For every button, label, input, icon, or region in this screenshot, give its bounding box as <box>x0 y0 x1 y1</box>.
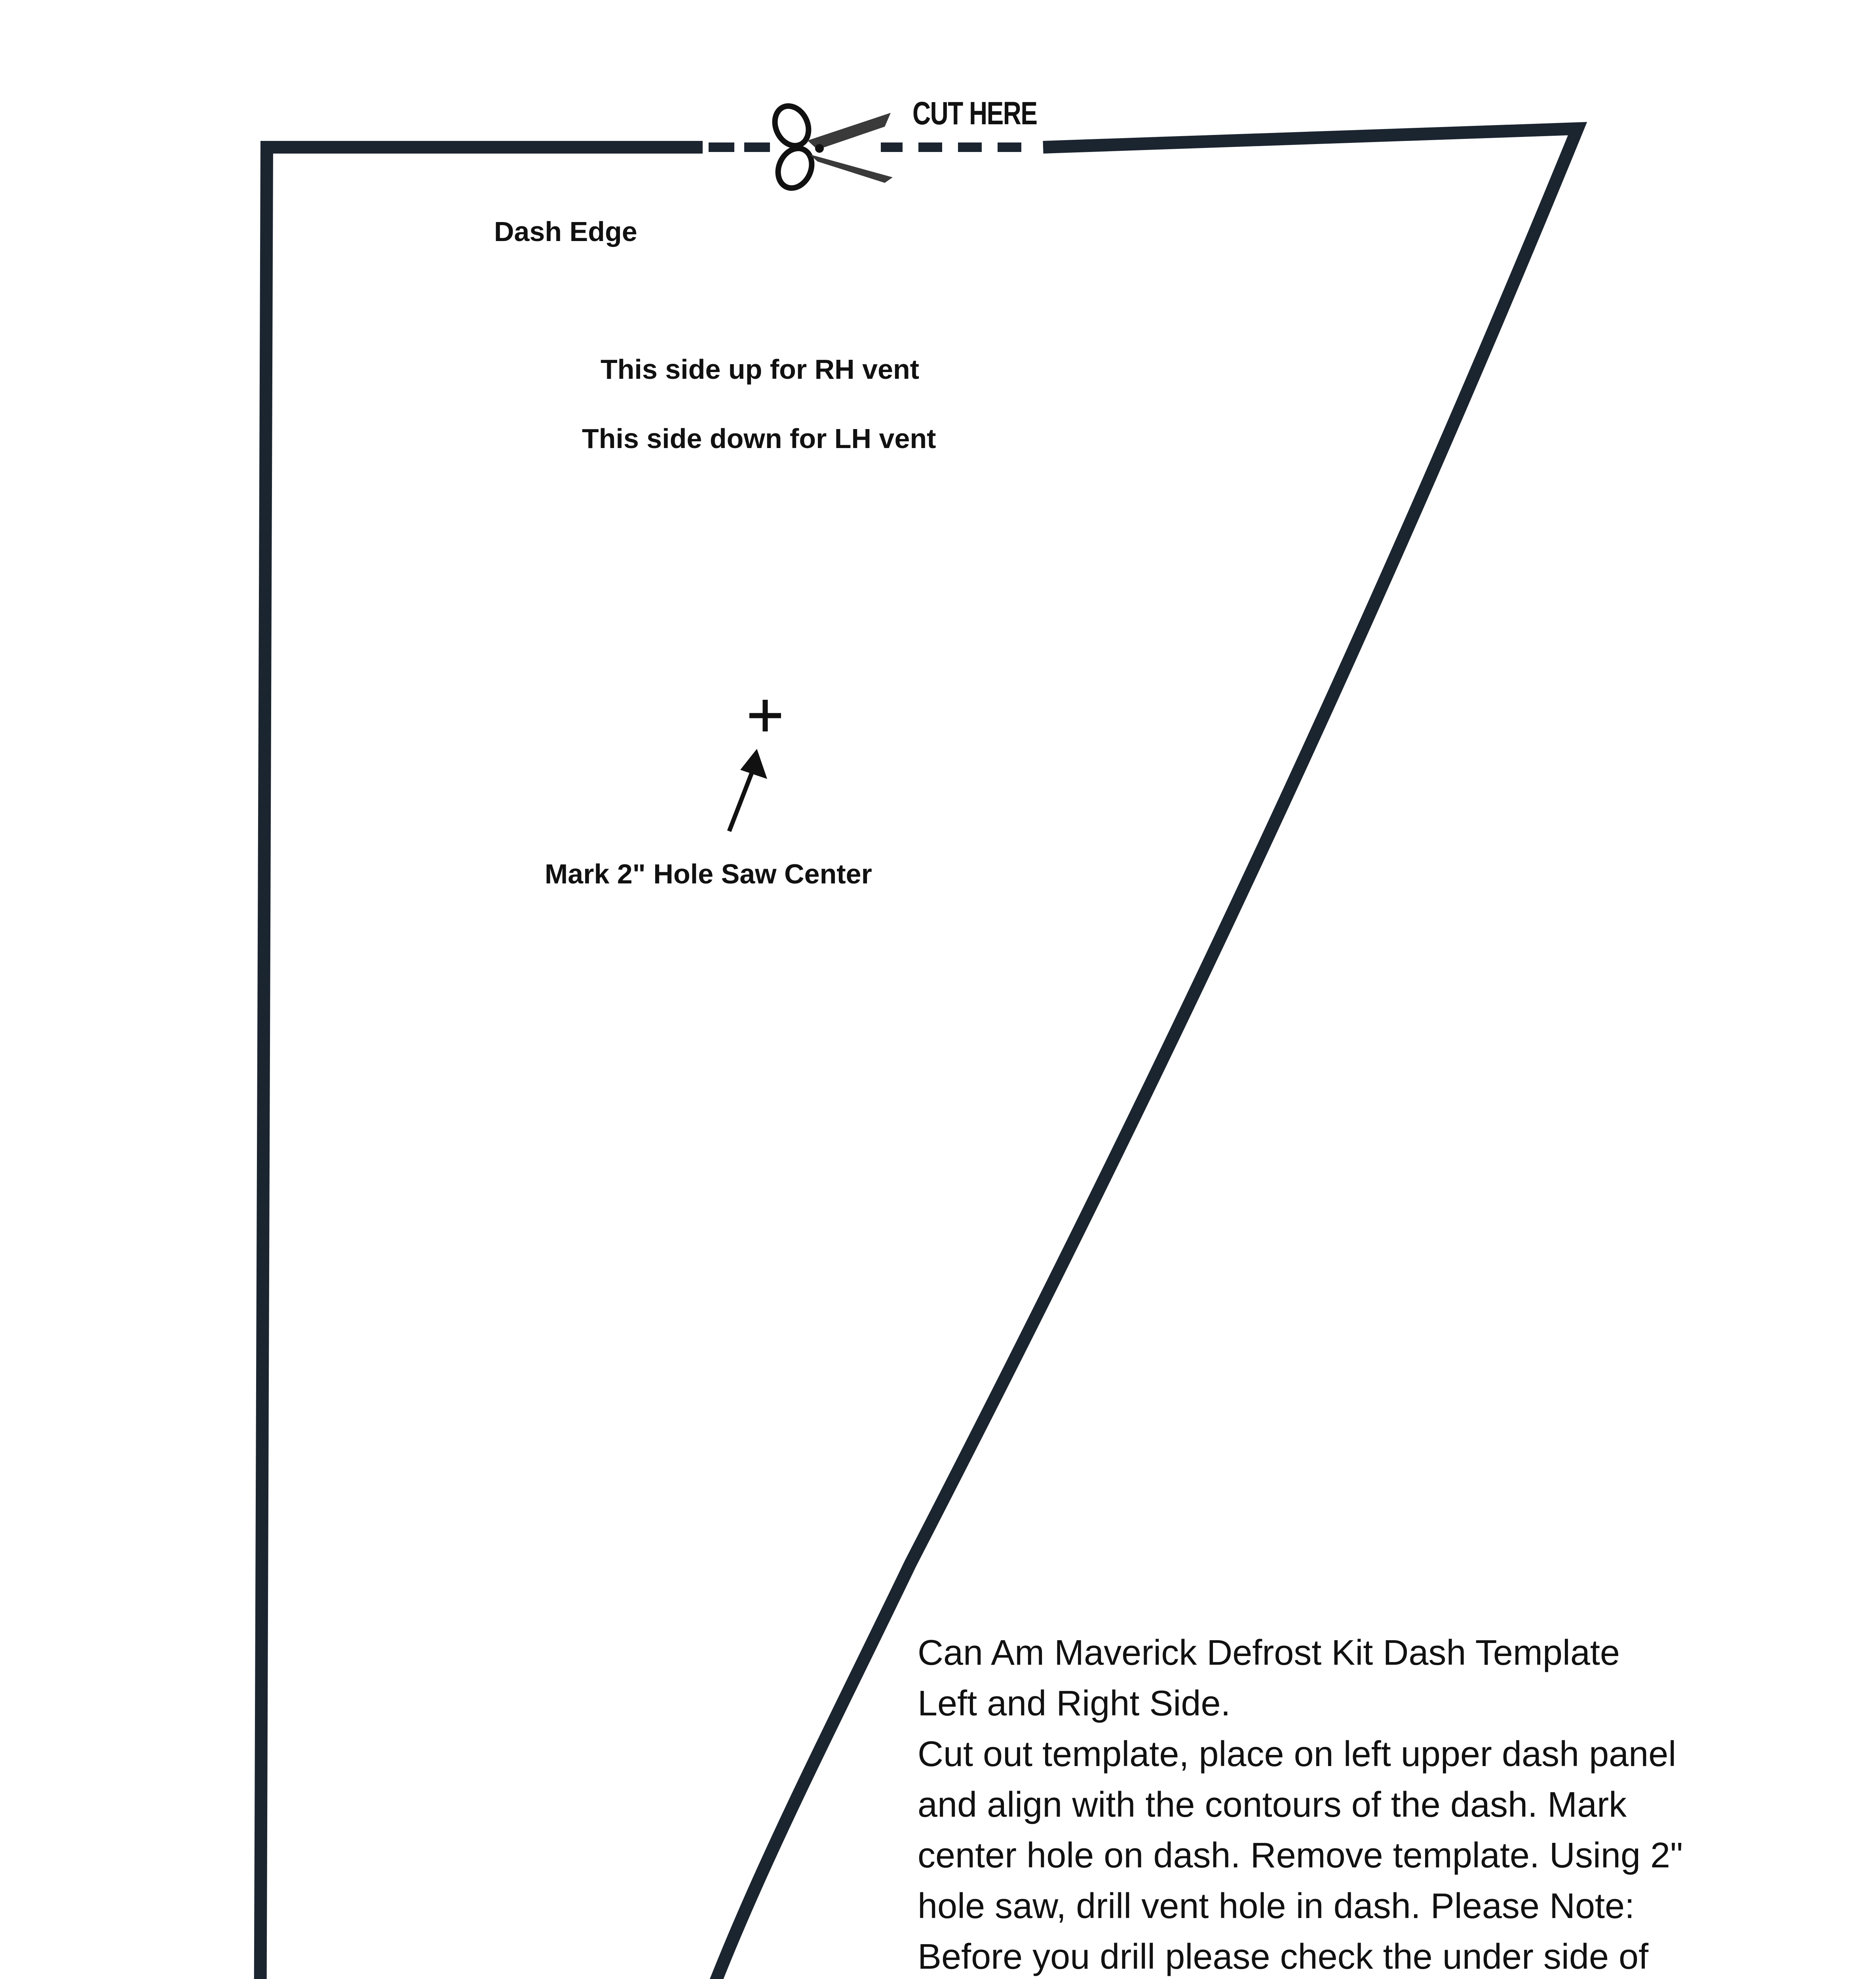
arrow-pointer-icon <box>729 749 767 831</box>
dash-edge-label: Dash Edge <box>494 216 637 247</box>
instruction-line: hole saw, drill vent hole in dash. Please Note: <box>918 1886 1635 1926</box>
side-down-label: This side down for LH vent <box>582 423 936 454</box>
instruction-line: Left and Right Side. <box>918 1684 1231 1723</box>
instruction-line: center hole on dash. Remove template. Using 2" <box>918 1836 1683 1875</box>
instruction-line: Cut out template, place on left upper dash panel <box>918 1734 1676 1774</box>
hole-saw-center-label: Mark 2" Hole Saw Center <box>545 858 872 889</box>
scissors-icon <box>769 101 893 194</box>
instruction-line: Before you drill please check the under side of <box>918 1937 1649 1977</box>
cut-dashes <box>709 142 1021 152</box>
hole-center-mark-icon <box>749 700 781 731</box>
instruction-line: Can Am Maverick Defrost Kit Dash Template <box>918 1633 1620 1673</box>
instruction-line: and align with the contours of the dash. Mark <box>918 1785 1627 1825</box>
instructions-block <box>918 1628 1828 1979</box>
side-up-label: This side up for RH vent <box>601 354 920 385</box>
cut-here-label: CUT HERE <box>912 95 1037 131</box>
